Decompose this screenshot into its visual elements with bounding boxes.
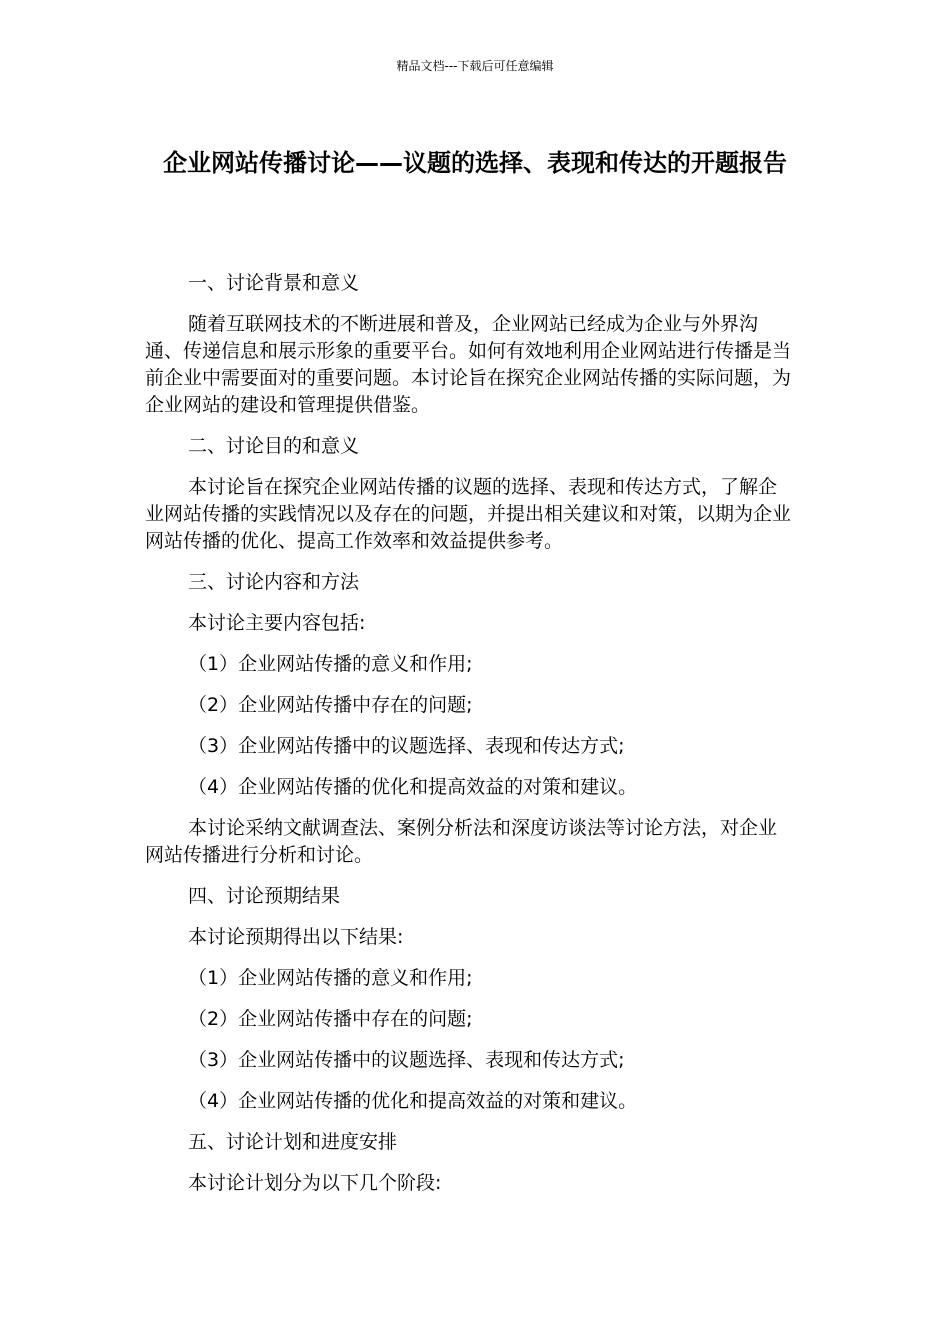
list-item: （4）企业网站传播的优化和提高效益的对策和建议。 bbox=[188, 1090, 638, 1112]
section-heading: 三、讨论内容和方法 bbox=[188, 571, 360, 593]
body-paragraph: 本讨论采纳文献调查法、案例分析法和深度访谈法等讨论方法，对企业网站传播进行分析和讨论。 bbox=[145, 817, 778, 866]
list-item: （4）企业网站传播的优化和提高效益的对策和建议。 bbox=[188, 776, 638, 798]
body-paragraph: 本讨论主要内容包括: bbox=[188, 612, 366, 634]
list-item: （1）企业网站传播的意义和作用; bbox=[188, 967, 473, 989]
section-heading: 五、讨论计划和进度安排 bbox=[188, 1131, 398, 1153]
page-header: 精品文档---下载后可任意编辑 bbox=[396, 59, 554, 73]
list-item: （3）企业网站传播中的议题选择、表现和传达方式; bbox=[188, 735, 625, 757]
body-paragraph: 本讨论计划分为以下几个阶段: bbox=[188, 1172, 442, 1194]
body-paragraph: 随着互联网技术的不断进展和普及，企业网站已经成为企业与外界沟通、传递信息和展示形象的重要平台。如何有效地利用企业网站进行传播是当前企业中需要面对的重要问题。本讨论旨在探究企业网站传播的实际问题，为企业网站的建设和管理提供借鉴。 bbox=[145, 313, 792, 416]
body-paragraph: 本讨论旨在探究企业网站传播的议题的选择、表现和传达方式，了解企业网站传播的实践情况以及存在的问题，并提出相关建议和对策，以期为企业网站传播的优化、提高工作效率和效益提供参考。 bbox=[145, 476, 792, 552]
body-paragraph: 本讨论预期得出以下结果: bbox=[188, 926, 404, 948]
list-item: （2）企业网站传播中存在的问题; bbox=[188, 1008, 473, 1030]
section-heading: 一、讨论背景和意义 bbox=[188, 272, 360, 294]
section-heading: 四、讨论预期结果 bbox=[188, 885, 341, 907]
document-title: 企业网站传播讨论——议题的选择、表现和传达的开题报告 bbox=[163, 149, 787, 177]
list-item: （2）企业网站传播中存在的问题; bbox=[188, 694, 473, 716]
document-body bbox=[145, 270, 795, 1211]
list-item: （3）企业网站传播中的议题选择、表现和传达方式; bbox=[188, 1049, 625, 1071]
section-heading: 二、讨论目的和意义 bbox=[188, 435, 360, 457]
list-item: （1）企业网站传播的意义和作用; bbox=[188, 653, 473, 675]
